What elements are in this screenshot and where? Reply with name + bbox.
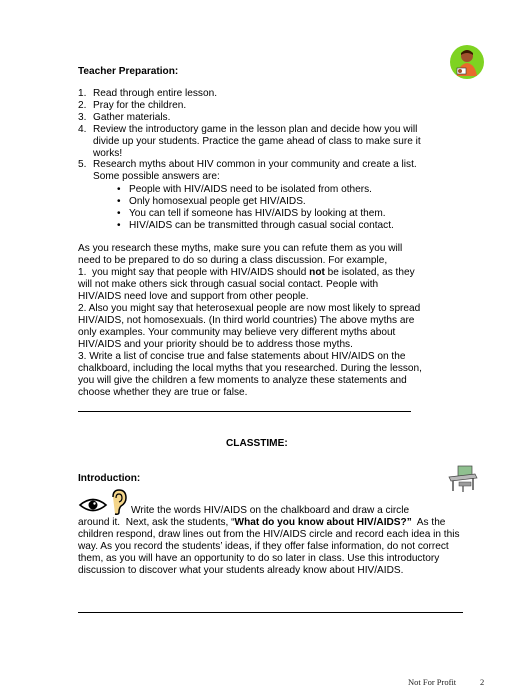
- step-number: 1.: [78, 88, 87, 99]
- step-text: divide up your students. Practice the game ahead of class to make sure it: [93, 136, 421, 147]
- intro-line: them, as you will have an opportunity to do so later in class. Use this introductory: [78, 553, 440, 564]
- teacher-prep-heading: Teacher Preparation:: [78, 66, 179, 77]
- myth-item: You can tell if someone has HIV/AIDS by looking at them.: [129, 208, 386, 219]
- step-text: Gather materials.: [93, 112, 171, 123]
- paragraph-line: choose whether they are true or false.: [78, 387, 248, 398]
- paragraph-line: As you research these myths, make sure you can refute them as you will: [78, 243, 403, 254]
- teacher-icon: [449, 44, 485, 80]
- bullet-marker: •: [117, 208, 121, 219]
- intro-line: way. As you record the students’ ideas, if they offer false information, do not correct: [78, 541, 449, 552]
- step-number: 3.: [78, 112, 87, 123]
- step-text: Review the introductory game in the lesson plan and decide how you will: [93, 124, 418, 135]
- section-divider: [78, 612, 463, 613]
- paragraph-line: 2. Also you might say that heterosexual people are now most likely to spread: [78, 303, 421, 314]
- page-number: 2: [480, 677, 485, 687]
- step-number: 4.: [78, 124, 87, 135]
- ear-icon: [108, 488, 128, 516]
- paragraph-line: need to be prepared to do so during a class discussion. For example,: [78, 255, 388, 266]
- point1-text: 1. you might say that people with HIV/AIDS should: [78, 267, 310, 278]
- step-number: 2.: [78, 100, 87, 111]
- paragraph-line: HIV/AIDS need love and support from other people.: [78, 291, 309, 302]
- step-text: works!: [93, 148, 123, 159]
- bullet-marker: •: [117, 184, 121, 195]
- paragraph-line: only examples. Your community may believe very different myths about: [78, 327, 396, 338]
- step-text: Some possible answers are:: [93, 171, 220, 182]
- step-text: Research myths about HIV common in your community and create a list.: [93, 159, 417, 170]
- paragraph-line: you will give the children a few moments to analyze these statements and: [78, 375, 407, 386]
- intro-line: discussion to discover what your students already know about HIV/AIDS.: [78, 565, 404, 576]
- point1-text: be isolated, as they: [324, 267, 415, 278]
- paragraph-line: [78, 267, 478, 279]
- paragraph-line: chalkboard, including the local myths that you researched. During the lesson,: [78, 363, 422, 374]
- intro-line: Write the words HIV/AIDS on the chalkboard and draw a circle: [131, 505, 410, 516]
- intro-question: What do you know about HIV/AIDS?”: [234, 517, 412, 528]
- intro-line: children respond, draw lines out from the HIV/AIDS circle and record each idea in this: [78, 529, 460, 540]
- introduction-heading: Introduction:: [78, 473, 141, 484]
- paragraph-line: HIV/AIDS and your priority should be to address those myths.: [78, 339, 353, 350]
- intro-text: As the: [411, 517, 446, 528]
- myth-item: HIV/AIDS can be transmitted through casual social contact.: [129, 220, 394, 231]
- step-number: 5.: [78, 159, 87, 170]
- footer-label: Not For Profit: [408, 677, 457, 687]
- myth-item: People with HIV/AIDS need to be isolated from others.: [129, 184, 372, 195]
- intro-line: [78, 517, 498, 529]
- myth-item: Only homosexual people get HIV/AIDS.: [129, 196, 306, 207]
- step-text: Read through entire lesson.: [93, 88, 218, 99]
- step-text: Pray for the children.: [93, 100, 187, 111]
- eye-icon: [78, 496, 108, 514]
- desk-icon: [445, 463, 479, 493]
- emphasis-not: not: [309, 267, 325, 278]
- paragraph-line: HIV/AIDS, not homosexuals. (In third world countries) The above myths are: [78, 315, 415, 326]
- section-divider: [78, 411, 411, 412]
- intro-text: around it. Next, ask the students, “: [78, 517, 235, 528]
- paragraph-line: will not make others sick through casual social contact. People with: [78, 279, 379, 290]
- paragraph-line: 3. Write a list of concise true and false statements about HIV/AIDS on the: [78, 351, 406, 362]
- classtime-heading: CLASSTIME:: [226, 438, 288, 449]
- bullet-marker: •: [117, 220, 121, 231]
- bullet-marker: •: [117, 196, 121, 207]
